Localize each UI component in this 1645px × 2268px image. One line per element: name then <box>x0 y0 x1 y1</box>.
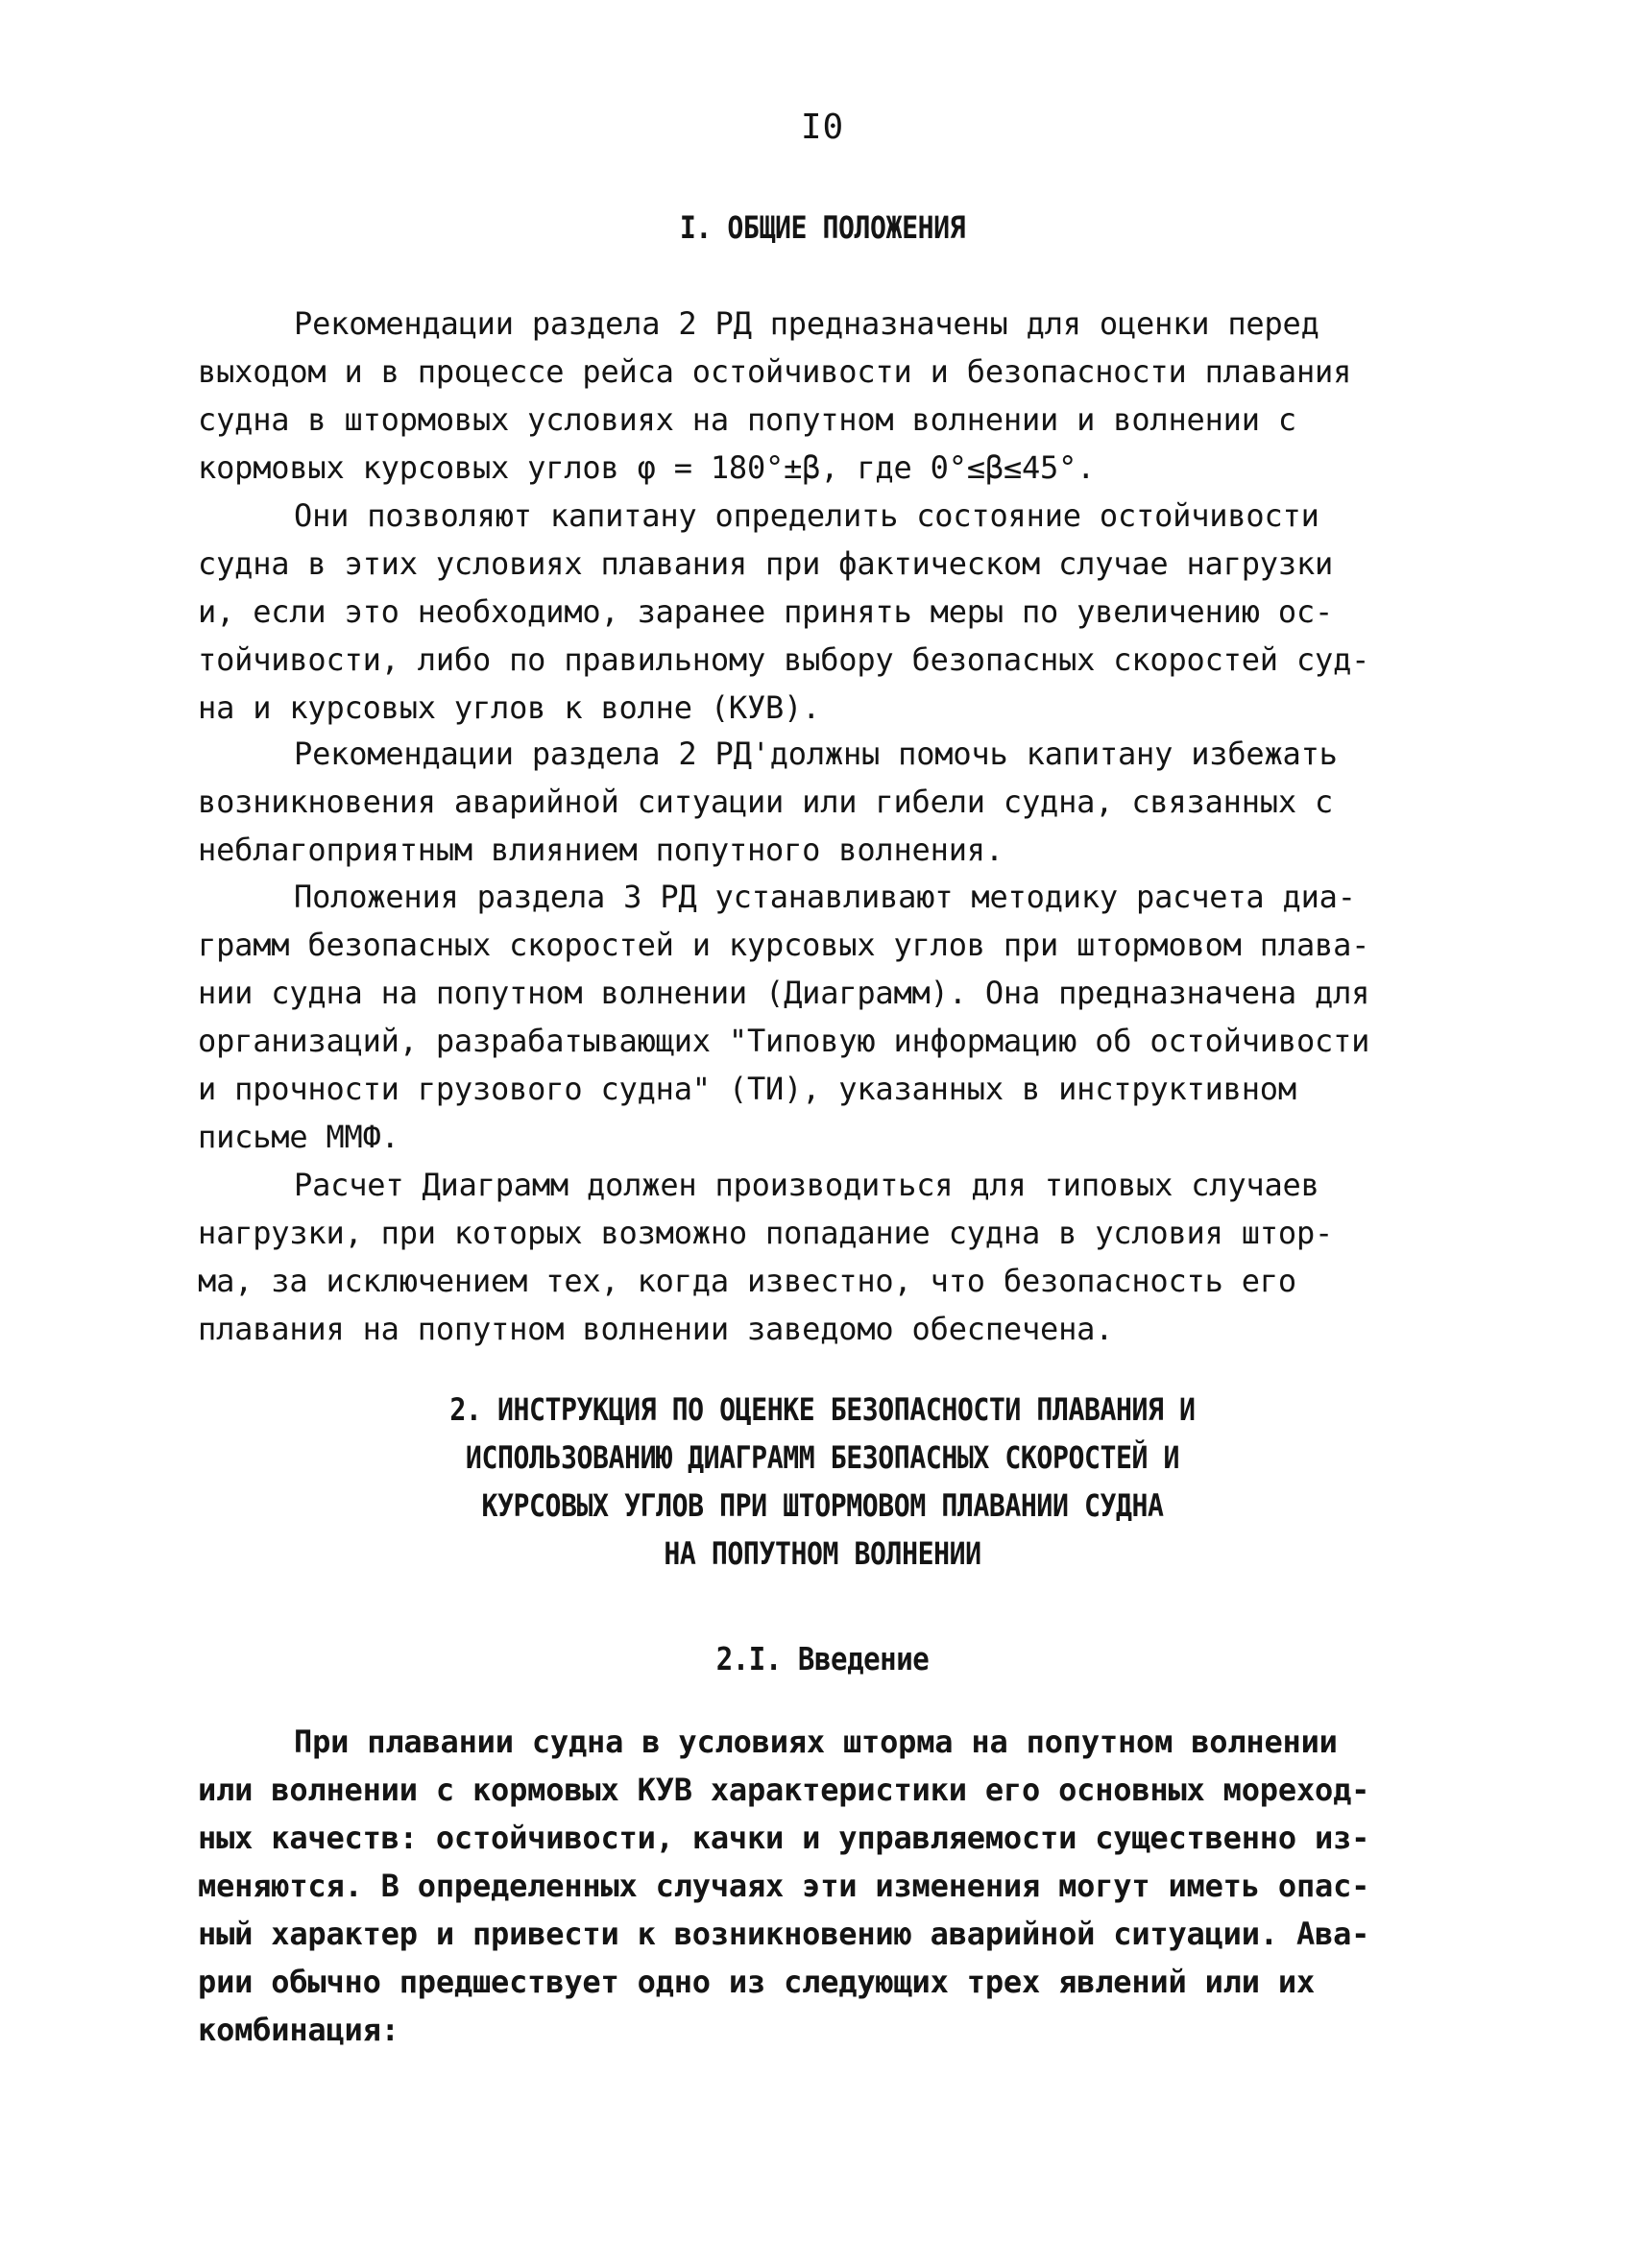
title-line: НА ПОПУТНОМ ВОЛНЕНИИ <box>664 1535 981 1572</box>
text-line: Расчет Диаграмм должен производиться для типовых случаев <box>294 1167 1319 1203</box>
text-line: нагрузки, при которых возможно попадание судна в условия штор- <box>198 1215 1334 1251</box>
text-line: на и курсовых углов к волне (КУВ). <box>198 689 821 726</box>
paragraph <box>198 300 1446 492</box>
text-line: организаций, разрабатывающих "Типовую информацию об остойчивости <box>198 1023 1370 1059</box>
text-line: судна в этих условиях плавания при фактическом случае нагрузки <box>198 545 1334 582</box>
text-line: рии обычно предшествует одно из следующих трех явлений или их <box>198 1964 1316 2000</box>
title-line: 2. ИНСТРУКЦИЯ ПО ОЦЕНКЕ БЕЗОПАСНОСТИ ПЛАВАНИЯ И <box>449 1391 1196 1428</box>
text-line: и прочности грузового судна" (ТИ), указанных в инструктивном <box>198 1071 1296 1107</box>
text-line: возникновения аварийной ситуации или гибели судна, связанных с <box>198 784 1334 820</box>
text-line: Рекомендации раздела 2 РД предназначены для оценки перед <box>294 305 1319 342</box>
text-line: ма, за исключением тех, когда известно, что безопасность его <box>198 1263 1296 1299</box>
paragraph <box>198 730 1446 874</box>
paragraph <box>198 492 1446 732</box>
text-line: Положения раздела 3 РД устанавливают методику расчета диа- <box>294 879 1356 915</box>
text-line: кормовых курсовых углов φ = 180°±β, где 0°≤β≤45°. <box>198 449 1096 486</box>
text-line: плавания на попутном волнении заведомо обеспечена. <box>198 1311 1114 1347</box>
text-line: судна в штормовых условиях на попутном волнении и волнении с <box>198 401 1296 438</box>
text-line: неблагоприятным влиянием попутного волнения. <box>198 832 1004 868</box>
text-line: тойчивости, либо по правильному выбору безопасных скоростей суд- <box>198 641 1370 678</box>
page-number: I0 <box>800 108 845 147</box>
section-2-title <box>99 1386 1546 1578</box>
title-line: ИСПОЛЬЗОВАНИЮ ДИАГРАММ БЕЗОПАСНЫХ СКОРОСТЕЙ И <box>465 1439 1180 1476</box>
text-line: и, если это необходимо, заранее принять меры по увеличению ос- <box>198 593 1334 630</box>
text-line: При плавании судна в условиях шторма на попутном волнении <box>294 1724 1338 1760</box>
text-line: меняются. В определенных случаях эти изменения могут иметь опас- <box>198 1868 1370 1904</box>
text-line: ных качеств: остойчивости, качки и управляемости существенно из- <box>198 1820 1370 1856</box>
paragraph <box>198 1161 1446 1353</box>
title-line: КУРСОВЫХ УГЛОВ ПРИ ШТОРМОВОМ ПЛАВАНИИ СУДНА <box>481 1487 1164 1524</box>
text-line: или волнении с кормовых КУВ характеристики его основных мореход- <box>198 1772 1370 1808</box>
text-line: Они позволяют капитану определить состояние остойчивости <box>294 497 1319 534</box>
section-1-title: I. ОБЩИЕ ПОЛОЖЕНИЯ <box>679 209 966 246</box>
text-line: письме ММФ. <box>198 1119 399 1155</box>
text-line: нии судна на попутном волнении (Диаграмм). Она предназначена для <box>198 975 1370 1011</box>
text-line: выходом и в процессе рейса остойчивости и безопасности плавания <box>198 353 1352 390</box>
paragraph <box>198 873 1446 1161</box>
subsection-title: 2.I. Введение <box>715 1640 930 1677</box>
text-line: грамм безопасных скоростей и курсовых углов при штормовом плава- <box>198 927 1370 963</box>
text-line: Рекомендации раздела 2 РД'должны помочь капитану избежать <box>294 736 1338 772</box>
paragraph <box>198 1718 1446 2054</box>
text-line: ный характер и привести к возникновению аварийной ситуации. Ава- <box>198 1916 1370 1952</box>
text-line: комбинация: <box>198 2012 399 2048</box>
